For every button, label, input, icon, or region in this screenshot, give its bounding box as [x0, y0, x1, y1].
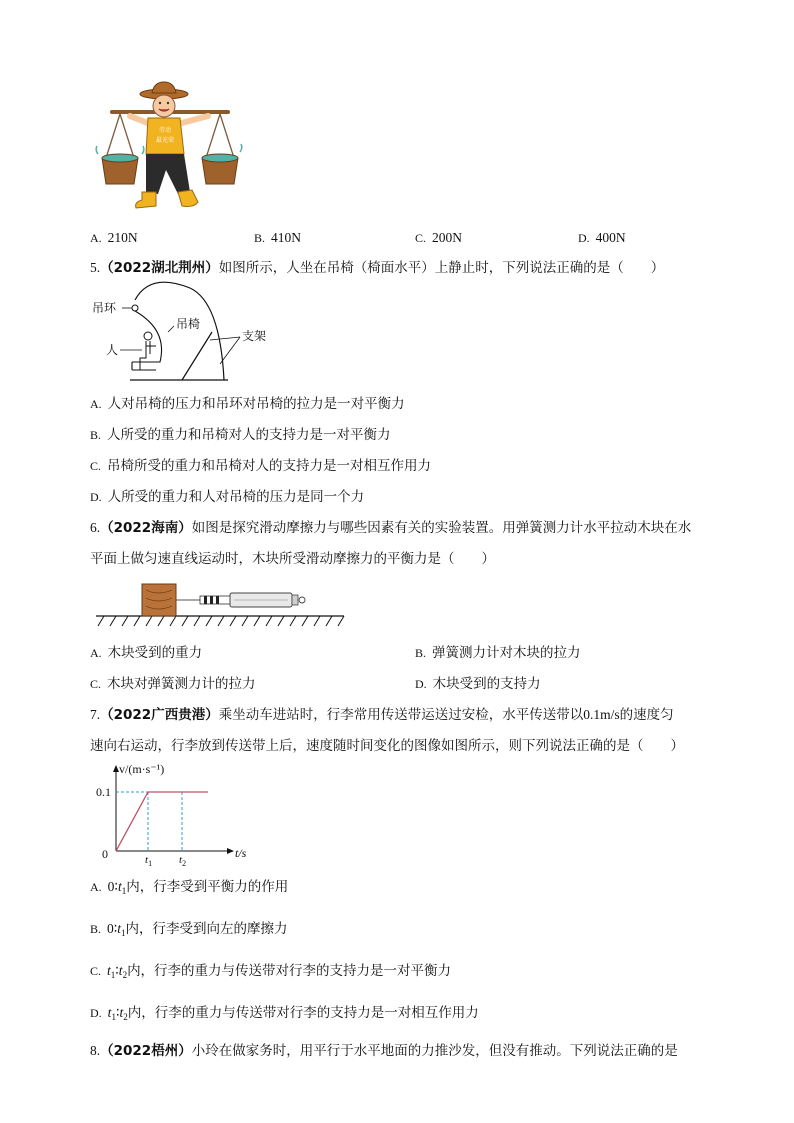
velocity-line — [116, 792, 208, 851]
q4-option-b[interactable]: B. 410N — [254, 230, 302, 245]
q6-option-d[interactable]: D. 木块受到的支持力 — [415, 676, 541, 692]
q5-option-d[interactable]: D. 人所受的重力和人对吊椅的压力是同一个力 — [90, 489, 365, 505]
q6-stem-line1: 6.（2022海南）如图是探究滑动摩擦力与哪些因素有关的实验装置。用弹簧测力计水平拉动木块在水 — [90, 520, 692, 536]
q5-option-a[interactable]: A. 人对吊椅的压力和吊环对吊椅的拉力是一对平衡力 — [90, 396, 405, 412]
q6-option-a[interactable]: A. 木块受到的重力 — [90, 645, 203, 661]
q6-option-c[interactable]: C. 木块对弹簧测力计的拉力 — [90, 676, 256, 692]
q6-stem-line2: 平面上做匀速直线运动时，木块所受滑动摩擦力的平衡力是（ ） — [90, 551, 495, 567]
ring — [132, 305, 138, 311]
q7-velocity-time-graph — [98, 760, 268, 868]
wooden-block — [142, 584, 176, 616]
q6-friction-experiment-figure — [92, 580, 348, 630]
label-ring: 吊环 — [92, 301, 117, 315]
q4-option-a[interactable]: A. 210N — [90, 230, 138, 245]
q7-stem-line2: 速向右运动，行李放到传送带上后，速度随时间变化的图像如图所示，则下列说法正确的是（ ） — [90, 738, 684, 754]
q6-source: （2022海南） — [100, 520, 192, 536]
q6-option-b[interactable]: B. 弹簧测力计对木块的拉力 — [415, 645, 581, 661]
q7-source: （2022广西贵港） — [100, 707, 219, 723]
q5-option-b[interactable]: B. 人所受的重力和吊椅对人的支持力是一对平衡力 — [90, 427, 391, 443]
q7-option-a[interactable]: A. $0∶t_1$内，行李受到平衡力的作用 — [90, 879, 289, 896]
q8-source: （2022梧州） — [100, 1043, 192, 1059]
porter-carrying-buckets-illustration — [90, 80, 240, 215]
y-axis-label: v/(m·s⁻¹) — [119, 762, 165, 776]
svg-text:最光荣: 最光荣 — [155, 138, 175, 144]
q5-hanging-chair-figure — [90, 280, 290, 390]
q8-stem: 8.（2022梧州）小玲在做家务时，用平行于水平地面的力推沙发，但没有推动。下列说法正确的是 — [90, 1043, 678, 1059]
q5-source: （2022湖北荆州） — [100, 260, 219, 276]
spring-scale — [200, 593, 305, 607]
q4-option-c[interactable]: C. 200N — [415, 230, 463, 245]
q4-option-d[interactable]: D. 400N — [578, 230, 626, 245]
q7-speed: 0.1m/s — [583, 707, 620, 722]
x-axis-label: t/s — [235, 846, 247, 860]
q7-option-c[interactable]: C. $t_1∶t_2$内，行李的重力与传送带对行李的支持力是一对平衡力 — [90, 963, 452, 980]
left-bucket — [96, 146, 144, 184]
q5-stem: 5.（2022湖北荆州）如图所示，人坐在吊椅（椅面水平）上静止时，下列说法正确的是（ ） — [90, 260, 665, 276]
origin-label: 0 — [102, 847, 108, 861]
q7-stem-line1: 7.（2022广西贵港）乘坐动车进站时，行李常用传送带运送过安检，水平传送带以0.1m/s的速度匀 — [90, 707, 674, 723]
t1-label: $t_1$ — [145, 854, 153, 868]
q7-option-b[interactable]: B. $0∶t_1$内，行李受到向左的摩擦力 — [90, 921, 288, 938]
label-chair: 吊椅 — [176, 317, 201, 331]
q7-option-d[interactable]: D. $t_1∶t_2$内，行李的重力与传送带对行李的支持力是一对相互作用力 — [90, 1005, 479, 1022]
shirt-text: 劳动 — [158, 128, 172, 134]
q5-option-c[interactable]: C. 吊椅所受的重力和吊椅对人的支持力是一对相互作用力 — [90, 458, 432, 474]
label-person: 人 — [106, 343, 119, 357]
t2-label: $t_2$ — [179, 854, 187, 868]
y-tick-0-1: 0.1 — [96, 785, 111, 799]
label-frame: 支架 — [242, 329, 267, 343]
